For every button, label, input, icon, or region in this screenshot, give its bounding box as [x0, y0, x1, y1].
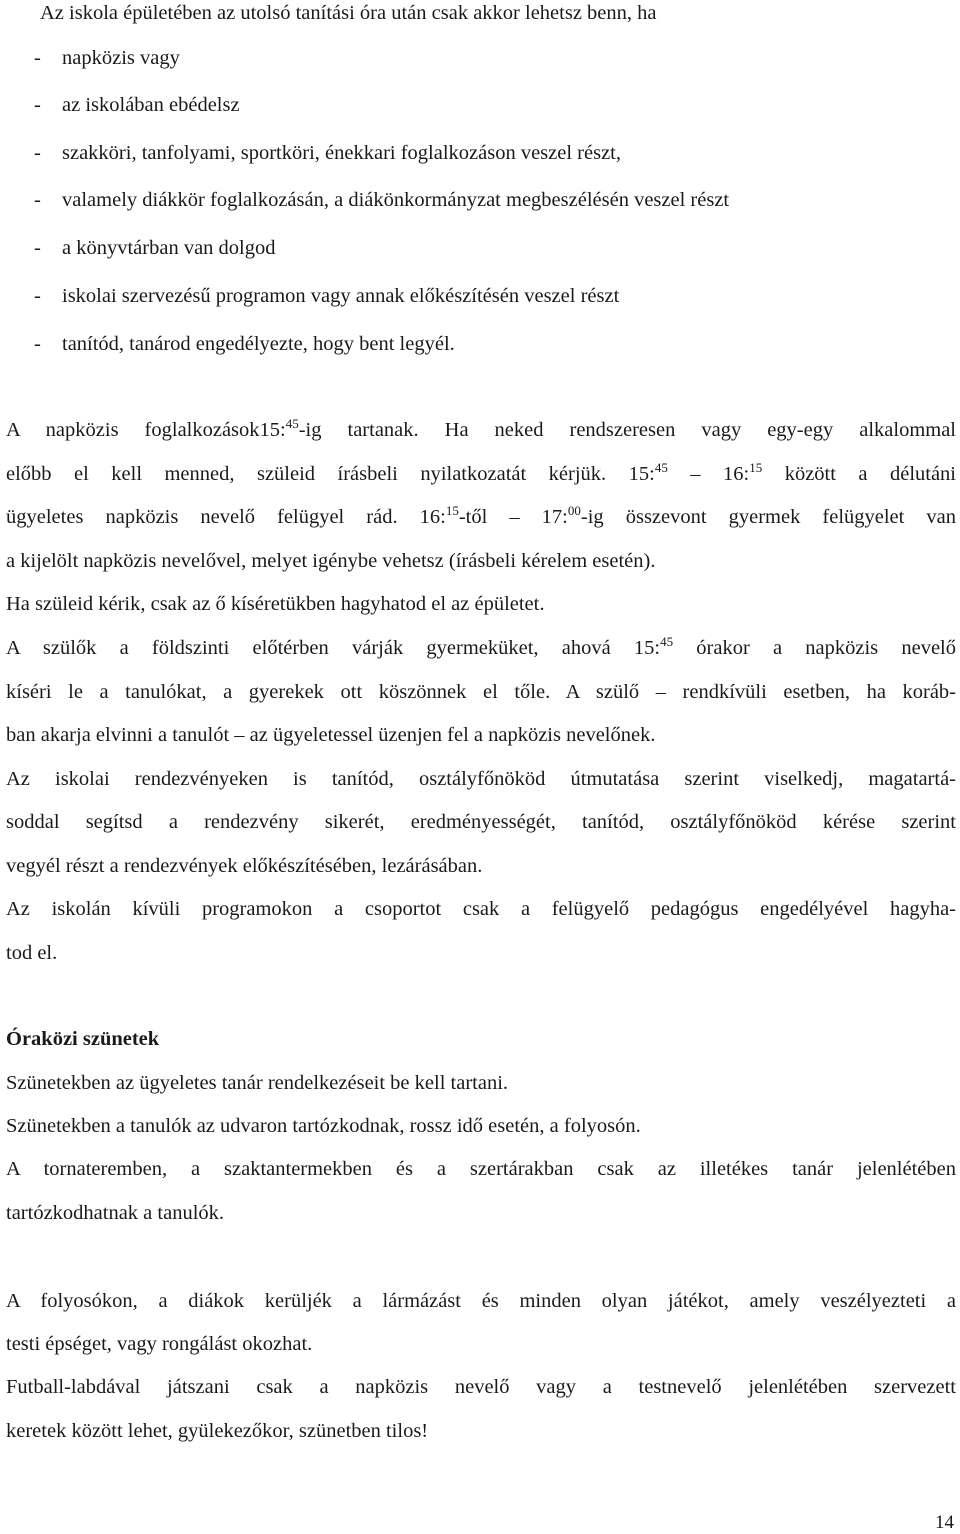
paragraph-line: Az iskolán kívüli programokon a csoportot csak a felügyelő pedagógus engedélyével hagyha-: [6, 898, 956, 920]
bullet-dash: -: [34, 189, 41, 211]
paragraph-line: Futball-labdával játszani csak a napközis nevelő vagy a testnevelő jelenlétében szervezett: [6, 1376, 956, 1398]
list-item-text: szakköri, tanfolyami, sportköri, énekkari foglalkozáson veszel részt,: [62, 142, 622, 164]
list-item-text: napközis vagy: [62, 47, 180, 69]
section-title: Óraközi szünetek: [6, 1028, 160, 1050]
paragraph-line: A szülők a földszinti előtérben várják gyermeküket, ahová 15:$^{45}$ órakor a napközis nevelő: [6, 634, 957, 659]
paragraph-line: keretek között lehet, gyülekezőkor, szünetben tilos!: [6, 1420, 429, 1442]
paragraph-line: előbb el kell menned, szüleid írásbeli nyilatkozatát kérjük. 15:$^{45}$ – 16:$^{15}$ között a délutáni: [6, 460, 956, 485]
list-item-text: a könyvtárban van dolgod: [62, 237, 276, 259]
list-item-text: tanítód, tanárod engedélyezte, hogy bent legyél.: [62, 333, 455, 355]
bullet-dash: -: [34, 237, 41, 259]
paragraph-line: Szünetekben az ügyeletes tanár rendelkezéseit be kell tartani.: [6, 1072, 509, 1094]
intro-line: Az iskola épületében az utolsó tanítási óra után csak akkor lehetsz benn, ha: [40, 2, 657, 24]
list-item-text: az iskolában ebédelsz: [62, 94, 240, 116]
paragraph-line: A folyosókon, a diákok kerüljék a lármázást és minden olyan játékot, amely veszélyezteti a: [6, 1290, 956, 1312]
paragraph-line: Szünetekben a tanulók az udvaron tartózkodnak, rossz idő esetén, a folyosón.: [6, 1115, 641, 1137]
paragraph-line: soddal segítsd a rendezvény sikerét, eredményességét, tanítód, osztályfőnököd kérése szerint: [6, 811, 956, 833]
paragraph-line: vegyél részt a rendezvények előkészítésében, lezárásában.: [6, 855, 483, 877]
paragraph-line: A tornateremben, a szaktantermekben és a szertárakban csak az illetékes tanár jelenlétében: [6, 1158, 956, 1180]
bullet-dash: -: [34, 285, 41, 307]
list-item-text: iskolai szervezésű programon vagy annak előkészítésén veszel részt: [62, 285, 620, 307]
list-item-text: valamely diákkör foglalkozásán, a diákönkormányzat megbeszélésén veszel részt: [62, 189, 730, 211]
bullet-dash: -: [34, 142, 41, 164]
paragraph-line: testi épséget, vagy rongálást okozhat.: [6, 1333, 313, 1355]
paragraph-line: ban akarja elvinni a tanulót – az ügyeletessel üzenjen fel a napközis nevelőnek.: [6, 724, 656, 746]
page-number: 14: [935, 1512, 954, 1533]
paragraph-line: tod el.: [6, 942, 58, 964]
paragraph-line: Ha szüleid kérik, csak az ő kíséretükben hagyhatod el az épületet.: [6, 593, 545, 615]
paragraph-line: kíséri le a tanulókat, a gyerekek ott köszönnek el tőle. A szülő – rendkívüli esetben, ha koráb-: [6, 681, 956, 703]
paragraph-line: tartózkodhatnak a tanulók.: [6, 1202, 225, 1224]
bullet-dash: -: [34, 94, 41, 116]
paragraph-line: Az iskolai rendezvényeken is tanítód, osztályfőnököd útmutatása szerint viselkedj, magatartá-: [6, 768, 956, 790]
bullet-dash: -: [34, 47, 41, 69]
bullet-dash: -: [34, 333, 41, 355]
paragraph-line: A napközis foglalkozások15:$^{45}$-ig tartanak. Ha neked rendszeresen vagy egy-egy alkalommal: [6, 416, 956, 441]
paragraph-line: a kijelölt napközis nevelővel, melyet igénybe vehetsz (írásbeli kérelem esetén).: [6, 550, 656, 572]
paragraph-line: ügyeletes napközis nevelő felügyel rád. 16:$^{15}$-től – 17:$^{00}$-ig összevont gyermek felügyelet van: [6, 503, 957, 528]
